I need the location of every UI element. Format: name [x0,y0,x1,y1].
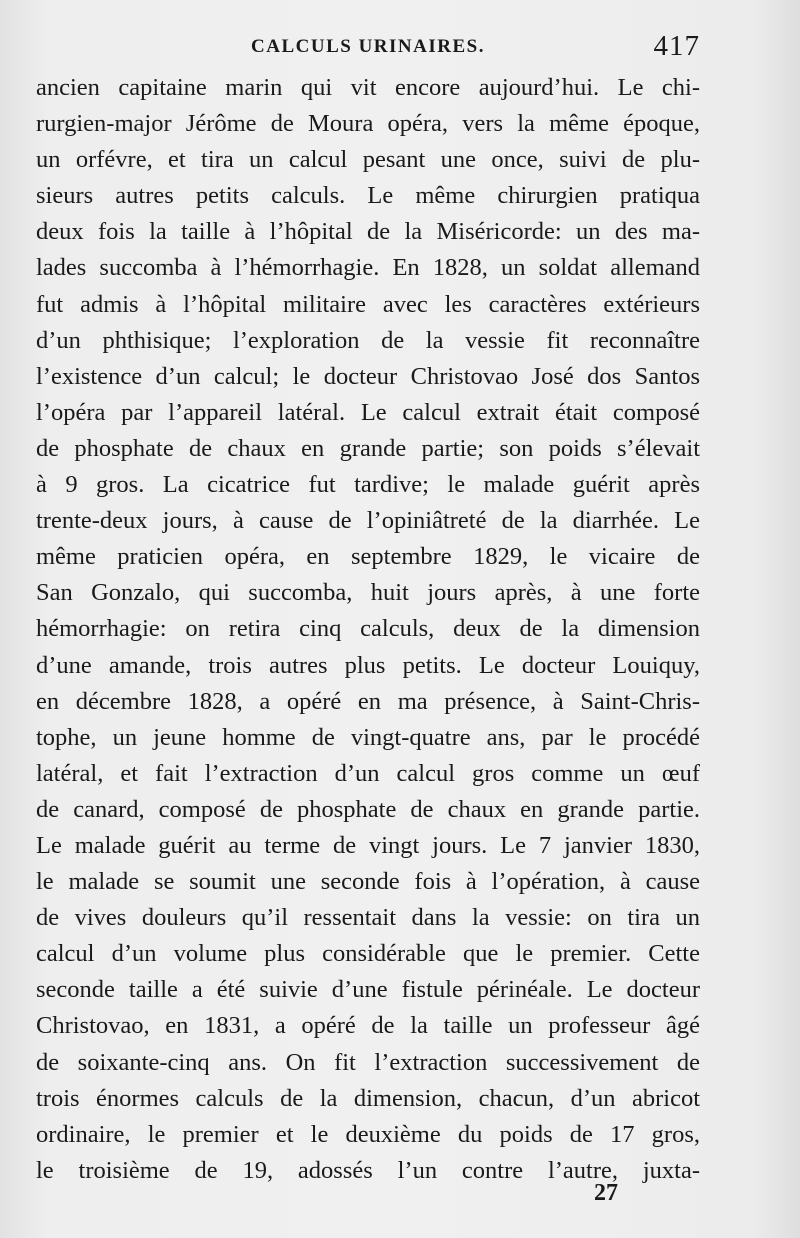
text-line: ancien capitaine marin qui vit encore aujourd’hui. Le chi- [36,74,700,101]
text-line: rurgien-major Jérôme de Moura opéra, vers la même époque, [36,110,700,138]
text-line: le troisième de 19, adossés l’un contre l’autre, juxta- [36,1156,700,1184]
text-line: deux fois la taille à l’hôpital de la Miséricorde: un des ma- [36,218,700,246]
text-line: de soixante-cinq ans. On fit l’extraction successivement de [36,1048,700,1076]
text-line: sieurs autres petits calculs. Le même chirurgien pratiqua [36,182,700,210]
text-line: latéral, et fait l’extraction d’un calcul gros comme un œuf [36,759,700,787]
text-line: d’un phthisique; l’exploration de la vessie fit reconnaître [36,326,700,354]
text-line: calcul d’un volume plus considérable que le premier. Cette [36,940,700,968]
text-line: même praticien opéra, en septembre 1829, le vicaire de [36,543,700,571]
signature-mark: 27 [594,1180,618,1206]
text-line: l’existence d’un calcul; le docteur Christovao José dos Santos [36,362,700,390]
text-line: à 9 gros. La cicatrice fut tardive; le malade guérit après [36,471,700,499]
text-line: de canard, composé de phosphate de chaux en grande partie. [36,795,700,823]
text-line: trente-deux jours, à cause de l’opiniâtreté de la diarrhée. Le [36,507,700,535]
text-line: ordinaire, le premier et le deuxième du poids de 17 gros, [36,1120,700,1148]
text-line: fut admis à l’hôpital militaire avec les caractères extérieurs [36,290,700,318]
text-line: Le malade guérit au terme de vingt jours. Le 7 janvier 1830, [36,831,700,859]
text-line: de phosphate de chaux en grande partie; son poids s’élevait [36,434,700,462]
text-line: tophe, un jeune homme de vingt-quatre ans, par le procédé [36,723,700,751]
text-line: Christovao, en 1831, a opéré de la taille un professeur âgé [36,1012,700,1040]
running-title: CALCULS URINAIRES. [251,36,485,57]
text-line: lades succomba à l’hémorrhagie. En 1828, un soldat allemand [36,254,700,282]
text-line: le malade se soumit une seconde fois à l’opération, à cause [36,868,700,896]
text-line: trois énormes calculs de la dimension, chacun, d’un abricot [36,1084,700,1112]
text-line: San Gonzalo, qui succomba, huit jours après, à une forte [36,579,700,607]
body-text [36,70,700,1189]
text-line: d’une amande, trois autres plus petits. Le docteur Louiquy, [36,651,700,679]
text-line: un orfévre, et tira un calcul pesant une once, suivi de plu- [36,146,700,174]
running-head [36,30,700,64]
text-line: de vives douleurs qu’il ressentait dans la vessie: on tira un [36,904,700,932]
text-line: hémorrhagie: on retira cinq calculs, deux de la dimension [36,615,700,643]
text-line: seconde taille a été suivie d’une fistule périnéale. Le docteur [36,976,700,1004]
page-number: 417 [653,30,700,62]
text-line: l’opéra par l’appareil latéral. Le calcul extrait était composé [36,398,700,426]
text-line: en décembre 1828, a opéré en ma présence, à Saint-Chris- [36,687,700,715]
